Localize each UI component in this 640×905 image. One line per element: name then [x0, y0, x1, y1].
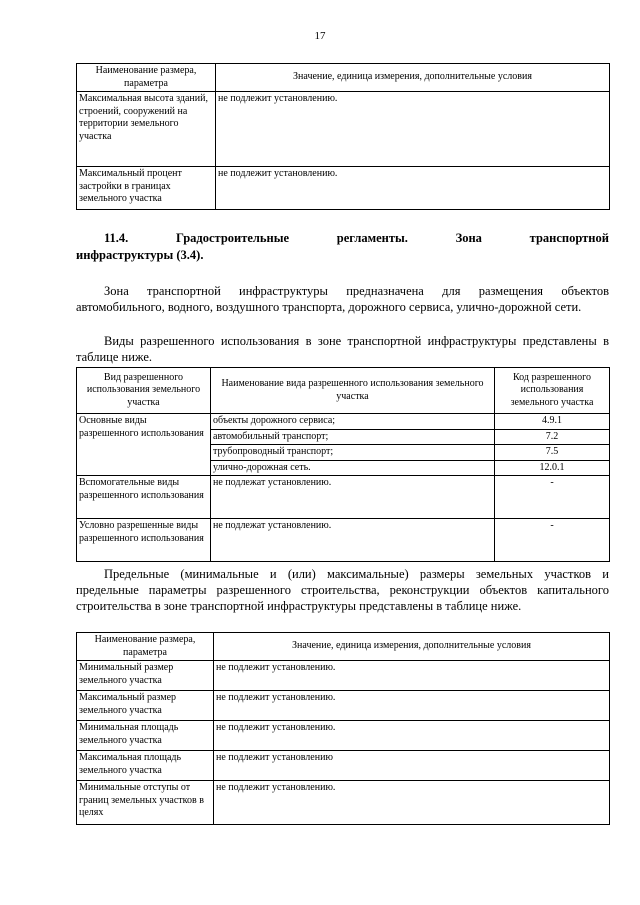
table-row: [77, 781, 610, 825]
paragraph-text: Предельные (минимальные и (или) максимальные) размеры земельных участков и предельные параметры разрешенного строительства, реконструкции объектов капитального строительства в зоне транспортной инфраструктуры представлены в таблице ниже.: [76, 567, 609, 613]
param-name: Минимальный размер земельного участка: [77, 661, 214, 691]
param-name: Максимальная высота зданий, строений, сооружений на территории земельного участка: [77, 92, 216, 167]
table-row: [77, 751, 610, 781]
param-name: Максимальный процент застройки в границах земельного участка: [77, 167, 216, 210]
permitted-uses-table: [76, 367, 610, 562]
param-name: Минимальная площадь земельного участка: [77, 721, 214, 751]
paragraph-text: Зона транспортной инфраструктуры предназначена для размещения объектов автомобильного, водного, воздушного транспорта, дорожного сервиса, улично-дорожной сети.: [76, 284, 609, 314]
param-value: не подлежит установлению.: [216, 167, 610, 210]
page-number: 17: [314, 30, 326, 42]
table-row: [77, 721, 610, 751]
section-word: транспортной: [529, 231, 609, 245]
header-use-type: Вид разрешенного использования земельного участка: [77, 368, 211, 414]
param-value: не подлежит установлению.: [216, 92, 610, 167]
table-header-row: [77, 633, 610, 661]
use-code: -: [495, 476, 610, 519]
use-code: 4.9.1: [495, 414, 610, 430]
header-parameter: Наименование размера, параметра: [77, 64, 216, 92]
table-row: [77, 476, 610, 519]
section-heading: [76, 230, 609, 264]
parameters-table-1: [76, 63, 610, 210]
param-value: не подлежит установлению.: [214, 721, 610, 751]
param-value: не подлежит установлению.: [214, 691, 610, 721]
paragraph-limits-intro: [76, 566, 609, 614]
param-name: Максимальная площадь земельного участка: [77, 751, 214, 781]
use-code: 12.0.1: [495, 460, 610, 476]
table-row: [77, 92, 610, 167]
param-value: не подлежит установлению.: [214, 781, 610, 825]
table-row: [77, 519, 610, 562]
use-category: Условно разрешенные виды разрешенного использования: [77, 519, 211, 562]
use-category: Вспомогательные виды разрешенного использования: [77, 476, 211, 519]
section-word: регламенты.: [336, 231, 408, 245]
header-value: Значение, единица измерения, дополнительные условия: [216, 64, 610, 92]
use-code: -: [495, 519, 610, 562]
header-value: Значение, единица измерения, дополнительные условия: [214, 633, 610, 661]
use-category: Основные виды разрешенного использования: [77, 414, 211, 476]
table-header-row: [77, 368, 610, 414]
section-word: Зона: [455, 231, 482, 245]
table-header-row: [77, 64, 610, 92]
use-name: объекты дорожного сервиса;: [211, 414, 495, 430]
use-name: не подлежат установлению.: [211, 476, 495, 519]
header-parameter: Наименование размера, параметра: [77, 633, 214, 661]
use-name: автомобильный транспорт;: [211, 429, 495, 445]
table-row: [77, 414, 610, 430]
param-name: Минимальные отступы от границ земельных участков в целях: [77, 781, 214, 825]
header-use-name: Наименование вида разрешенного использования земельного участка: [211, 368, 495, 414]
section-heading-line2: инфраструктуры (3.4).: [76, 248, 204, 262]
parameters-table-2: [76, 632, 610, 825]
table-row: [77, 661, 610, 691]
table-row: [77, 167, 610, 210]
param-name: Максимальный размер земельного участка: [77, 691, 214, 721]
section-number: 11.4.: [104, 231, 129, 245]
param-value: не подлежит установлению: [214, 751, 610, 781]
header-use-code: Код разрешенного использования земельного участка: [495, 368, 610, 414]
use-code: 7.5: [495, 445, 610, 461]
use-name: не подлежат установлению.: [211, 519, 495, 562]
param-value: не подлежит установлению.: [214, 661, 610, 691]
paragraph-zone-purpose: [76, 283, 609, 315]
table-row: [77, 691, 610, 721]
use-code: 7.2: [495, 429, 610, 445]
use-name: улично-дорожная сеть.: [211, 460, 495, 476]
paragraph-text: Виды разрешенного использования в зоне транспортной инфраструктуры представлены в таблице ниже.: [76, 334, 609, 364]
section-word: Градостроительные: [176, 231, 290, 245]
use-name: трубопроводный транспорт;: [211, 445, 495, 461]
paragraph-uses-intro: [76, 333, 609, 365]
